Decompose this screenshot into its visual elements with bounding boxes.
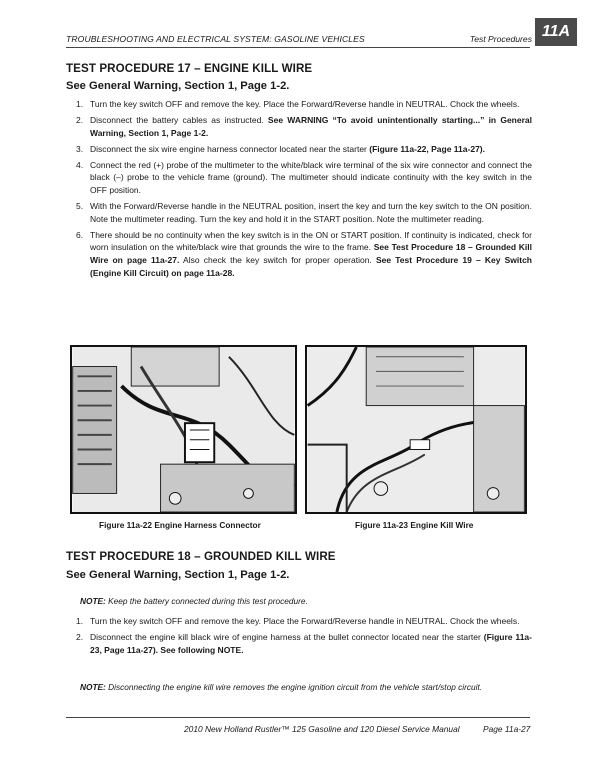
figure-22-caption: Figure 11a-22 Engine Harness Connector bbox=[99, 520, 261, 530]
step-item: 6. There should be no continuity when the key switch is in the ON or START position. If continuity is indicated, check for worn insulation on the white/black wire that grounds the wire to the frame. See Test Procedure 18 – Grounded Kill Wire on page 11a-27. Also check the key switch for proper operation. See Test Procedure 19 – Key Switch (Engine Kill Circuit) on page 11a-28. bbox=[76, 229, 533, 278]
section-title-test-18: TEST PROCEDURE 18 – GROUNDED KILL WIRE bbox=[66, 550, 336, 563]
footer-manual-title: 2010 New Holland Rustler™ 125 Gasoline and 120 Diesel Service Manual bbox=[184, 724, 460, 734]
figure-engine-harness-connector bbox=[70, 345, 297, 514]
note-battery: NOTE: Keep the battery connected during this test procedure. bbox=[80, 596, 308, 606]
footer-rule bbox=[66, 717, 530, 718]
page-number: Page 11a-27 bbox=[483, 724, 531, 734]
general-warning-ref-2: See General Warning, Section 1, Page 1-2. bbox=[66, 569, 290, 581]
step-item: 1. Turn the key switch OFF and remove the key. Place the Forward/Reverse handle in NEUTRAL. Chock the wheels. bbox=[76, 99, 520, 109]
step-item: 1. Turn the key switch OFF and remove the key. Place the Forward/Reverse handle in NEUTRAL. Chock the wheels. bbox=[76, 616, 520, 626]
figure-23-caption: Figure 11a-23 Engine Kill Wire bbox=[355, 520, 474, 530]
header-subsection: Test Procedures bbox=[469, 34, 532, 44]
header-section-title: TROUBLESHOOTING AND ELECTRICAL SYSTEM: GASOLINE VEHICLES bbox=[66, 34, 365, 44]
step-item: 2. Disconnect the engine kill black wire of engine harness at the bullet connector located near the starter (Figure 11a-23, Page 11a-27). See following NOTE. bbox=[76, 632, 532, 655]
note-kill-wire: NOTE: Disconnecting the engine kill wire removes the engine ignition circuit from the vehicle start/stop circuit. bbox=[80, 682, 483, 692]
running-header bbox=[66, 32, 532, 48]
step-item: 5. With the Forward/Reverse handle in the NEUTRAL position, insert the key and turn the key switch to the ON position. Note the multimeter reading. Turn the key and hold it in the START position. Note the multimeter reading. bbox=[76, 201, 532, 224]
engine-kill-wire-photo bbox=[307, 347, 525, 512]
chapter-tab: 11A bbox=[535, 18, 577, 46]
step-item: 3. Disconnect the six wire engine harness connector located near the starter (Figure 11a-22, Page 11a-27). bbox=[76, 143, 485, 154]
steps-list-test-18 bbox=[66, 615, 532, 660]
figure-engine-kill-wire bbox=[305, 345, 527, 514]
steps-list-test-17 bbox=[66, 98, 532, 283]
header-rule bbox=[66, 47, 530, 48]
general-warning-ref-1: See General Warning, Section 1, Page 1-2. bbox=[66, 80, 290, 92]
section-title-test-17: TEST PROCEDURE 17 – ENGINE KILL WIRE bbox=[66, 62, 313, 75]
step-item: 4. Connect the red (+) probe of the multimeter to the white/black wire terminal of the six wire connector and connect the black (–) probe to the vehicle frame (ground). The multimeter should indicate continuity with the key switch in the OFF position. bbox=[76, 159, 532, 196]
step-item: 2. Disconnect the battery cables as instructed. See WARNING “To avoid unintentionally starting...” in General Warning, Section 1, Page 1-2. bbox=[76, 115, 532, 138]
engine-harness-photo bbox=[72, 347, 295, 512]
